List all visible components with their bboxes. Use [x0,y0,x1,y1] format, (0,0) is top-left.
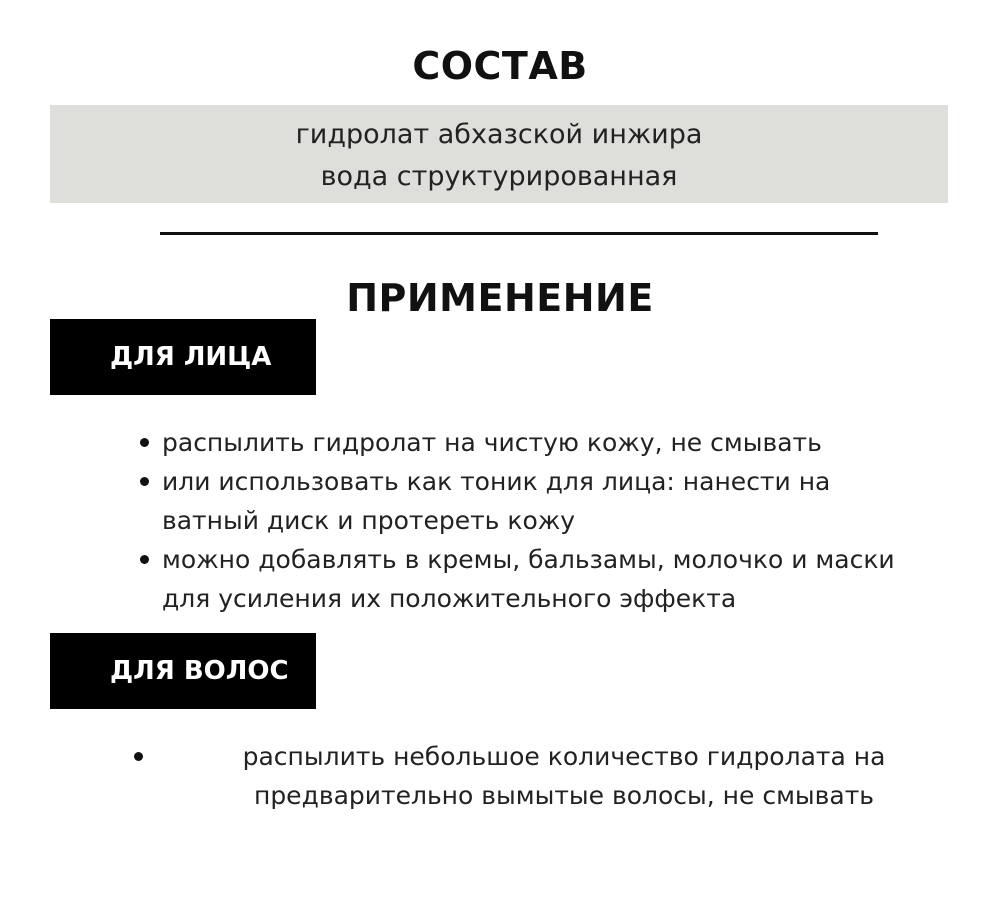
list-item [162,540,902,618]
hair-section-label: ДЛЯ ВОЛОС [50,633,316,709]
list-item-text: можно добавлять в кремы, бальзамы, молочко и маски для усиления их положительного эффекта [162,545,895,613]
ingredient-item: гидролат абхазской инжира [295,119,703,150]
bullet-icon [140,555,149,564]
usage-title: ПРИМЕНЕНИЕ [346,276,654,320]
list-item-text: или использовать как тоник для лица: нанести на ватный диск и протереть кожу [162,467,831,535]
list-item [162,423,902,462]
list-item-text: распылить небольшое количество гидролата на предварительно вымытые волосы, не смывать [242,742,886,810]
bullet-icon [140,438,149,447]
list-item [134,737,924,815]
hair-usage-list [134,737,924,815]
ingredient-item: вода структурированная [320,161,678,192]
ingredients-box [50,105,948,203]
face-usage-list [162,423,902,618]
list-item [162,462,902,540]
face-section-label: ДЛЯ ЛИЦА [50,319,316,395]
bullet-icon [134,752,143,761]
section-divider [160,232,878,235]
list-item-text: распылить гидролат на чистую кожу, не смывать [162,428,822,457]
bullet-icon [140,477,149,486]
composition-title: СОСТАВ [412,44,588,88]
